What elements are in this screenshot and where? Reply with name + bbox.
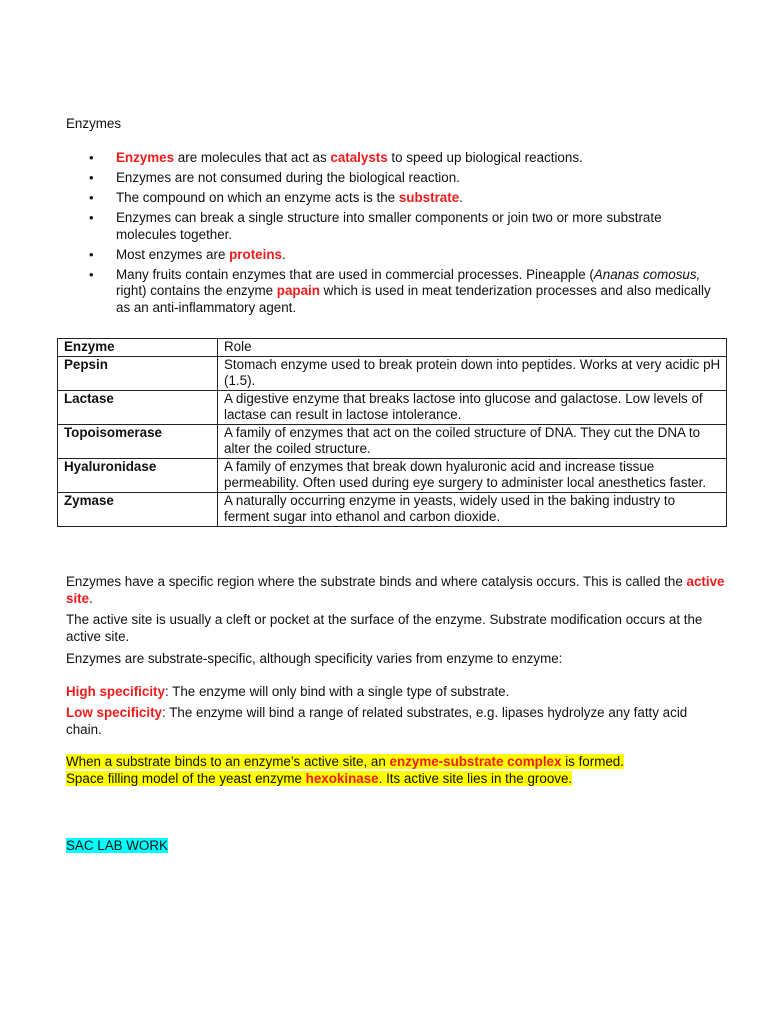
text-run: right) contains the enzyme	[116, 283, 277, 298]
emphasized-term: High specificity	[66, 684, 165, 699]
bullet-item	[66, 210, 716, 243]
text-run: Enzymes have a specific region where the substrate binds and where catalysis occurs. This is called the	[66, 574, 687, 589]
sac-lab-work-label	[66, 838, 726, 855]
enzyme-table	[57, 338, 727, 527]
emphasized-term: Enzymes	[116, 150, 175, 165]
bullet-text	[116, 150, 583, 165]
text-run: which is used in meat tenderization processes and also medically as an anti-inflammatory agent.	[116, 283, 711, 315]
table-row	[58, 356, 727, 390]
text-run: : The enzyme will bind a range of related substrates, e.g. lipases hydrolyze any fatty acid chain.	[66, 705, 688, 737]
bullet-text	[116, 210, 662, 242]
enzyme-substrate-complex-line	[66, 754, 726, 771]
emphasized-term: Low specificity	[66, 705, 162, 720]
emphasized-term: enzyme-substrate complex	[389, 754, 562, 769]
bullet-item	[66, 267, 716, 317]
enzyme-name-cell: Hyaluronidase	[58, 458, 218, 492]
bullet-item	[66, 190, 716, 207]
bullet-dot-icon: •	[89, 190, 94, 205]
text-run: Enzymes are not consumed during the biological reaction.	[116, 170, 460, 185]
active-site-paragraph	[66, 574, 726, 607]
enzyme-name-cell: Topoisomerase	[58, 424, 218, 458]
text-run: The compound on which an enzyme acts is the	[116, 190, 399, 205]
enzyme-name-cell: Lactase	[58, 390, 218, 424]
text-run: When a substrate binds to an enzyme’s active site, an	[66, 754, 390, 769]
cyan-highlighted-text: SAC LAB WORK	[66, 838, 168, 853]
emphasized-term: catalysts	[330, 150, 388, 165]
enzyme-role-cell: Stomach enzyme used to break protein down into peptides. Works at very acidic pH (1.5).	[218, 356, 727, 390]
bullet-list	[66, 150, 716, 320]
bullet-dot-icon: •	[89, 170, 94, 185]
bullet-text	[116, 267, 711, 315]
table-header-row	[58, 339, 727, 357]
enzyme-role-cell: A digestive enzyme that breaks lactose into glucose and galactose. Low levels of lactase can result in lactose intolerance.	[218, 390, 727, 424]
text-run: .	[281, 246, 286, 262]
table-row	[58, 492, 727, 526]
page-title: Enzymes	[66, 116, 122, 131]
italic-term: Ananas comosus,	[593, 266, 701, 282]
text-run: are molecules that act as	[174, 150, 331, 165]
emphasized-term: substrate	[398, 190, 460, 205]
emphasized-term: active site	[66, 574, 725, 606]
low-specificity-line	[66, 705, 726, 738]
bullet-item	[66, 150, 716, 167]
bullet-dot-icon: •	[89, 246, 94, 262]
bullet-text	[116, 247, 286, 262]
emphasized-term: hexokinase	[305, 771, 379, 786]
bullet-dot-icon: •	[89, 266, 94, 282]
table-row	[58, 424, 727, 458]
bullet-text	[116, 170, 460, 185]
text-run: Many fruits contain enzymes that are used in commercial processes. Pineapple (	[116, 266, 594, 282]
bullet-dot-icon: •	[89, 150, 94, 165]
table-row	[58, 458, 727, 492]
hexokinase-line	[66, 771, 726, 788]
enzyme-role-cell: A family of enzymes that act on the coiled structure of DNA. They cut the DNA to alter the coiled structure.	[218, 424, 727, 458]
specificity-intro: Enzymes are substrate-specific, although specificity varies from enzyme to enzyme:	[66, 651, 563, 666]
text-run: .	[459, 190, 463, 205]
enzyme-role-cell: A naturally occurring enzyme in yeasts, widely used in the baking industry to ferment sugar into ethanol and carbon dioxide.	[218, 492, 727, 526]
table-row	[58, 390, 727, 424]
text-run: . Its active site lies in the groove.	[378, 771, 573, 786]
high-specificity-line	[66, 684, 726, 701]
text-run: is formed.	[561, 754, 624, 769]
emphasized-term: proteins	[229, 246, 282, 262]
enzyme-name-cell: Zymase	[58, 492, 218, 526]
bullet-item	[66, 170, 716, 187]
text-run: .	[89, 590, 93, 606]
text-run: to speed up biological reactions.	[387, 150, 583, 165]
text-run: Enzymes can break a single structure into smaller components or join two or more substrate molecules together.	[116, 210, 662, 242]
active-site-description: The active site is usually a cleft or pocket at the surface of the enzyme. Substrate modification occurs at the active site.	[66, 612, 703, 644]
highlighted-text	[66, 754, 624, 769]
text-run: Space filling model of the yeast enzyme	[66, 771, 306, 786]
highlighted-text	[66, 771, 572, 786]
column-header-enzyme: Enzyme	[58, 339, 218, 357]
enzyme-role-cell: A family of enzymes that break down hyaluronic acid and increase tissue permeability. Often used during eye surgery to administer local anesthetics faster.	[218, 458, 727, 492]
bullet-dot-icon: •	[89, 210, 94, 225]
bullet-item	[66, 247, 716, 264]
text-run: Most enzymes are	[116, 246, 230, 262]
enzyme-name-cell: Pepsin	[58, 356, 218, 390]
text-run: : The enzyme will only bind with a single type of substrate.	[164, 684, 510, 699]
emphasized-term: papain	[276, 283, 320, 298]
column-header-role: Role	[218, 339, 727, 357]
bullet-text	[116, 190, 463, 205]
